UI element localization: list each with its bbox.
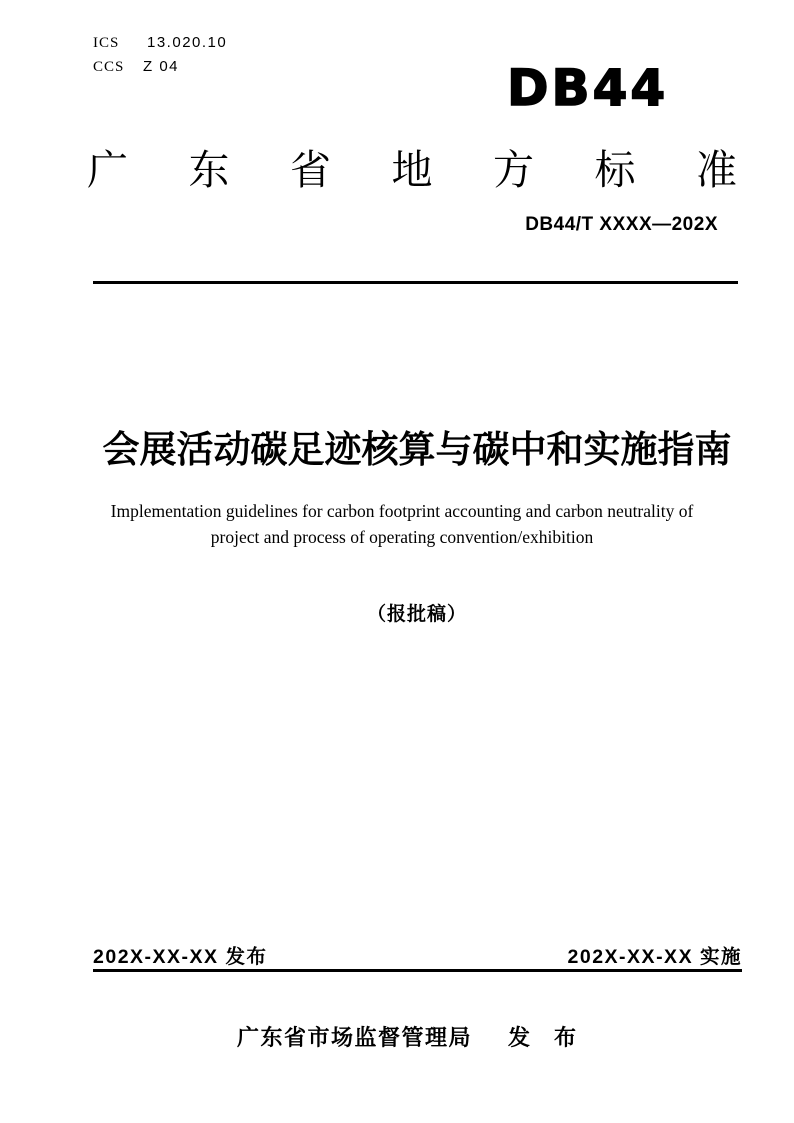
standard-type-name [87,146,737,194]
ccs-label: CCS [93,59,125,75]
publisher-row [87,1021,727,1052]
standard-type-name-char: 准 [696,147,737,193]
classification-codes [93,31,227,79]
standard-type-name-char: 省 [290,147,331,193]
ics-row [93,31,227,55]
standard-type-name-char: 东 [188,147,230,193]
footer-rule [93,969,742,972]
draft-status-note: （报批稿） [366,604,467,625]
implementation-date: 202X-XX-XX 实施 [567,946,742,968]
ics-label: ICS [93,35,120,51]
standard-number: DB44/T XXXX—202X [525,214,718,235]
issue-word: 发 布 [508,1025,578,1050]
standard-type-name-char: 地 [391,147,433,193]
db44-logo: DB44 [507,59,669,117]
ics-value: 13.020.10 [147,34,228,51]
dates-row [93,941,742,969]
standard-type-name-char: 广 [87,147,128,193]
ccs-value: Z 04 [143,58,180,75]
document-title-chinese: 会展活动碳足迹核算与碳中和实施指南 [102,429,732,470]
issue-date: 202X-XX-XX 发布 [93,946,268,968]
standard-type-name-char: 方 [493,147,534,193]
document-title-english-line2: project and process of operating convention/exhibition [210,526,594,547]
header-rule [93,281,738,284]
issuing-authority: 广东省市场监督管理局 [236,1025,472,1050]
ccs-row [93,55,227,79]
document-title-english-line1: Implementation guidelines for carbon footprint accounting and carbon neutrality of [110,501,694,521]
standard-type-name-char: 标 [594,147,636,193]
document-title-english [82,499,722,550]
